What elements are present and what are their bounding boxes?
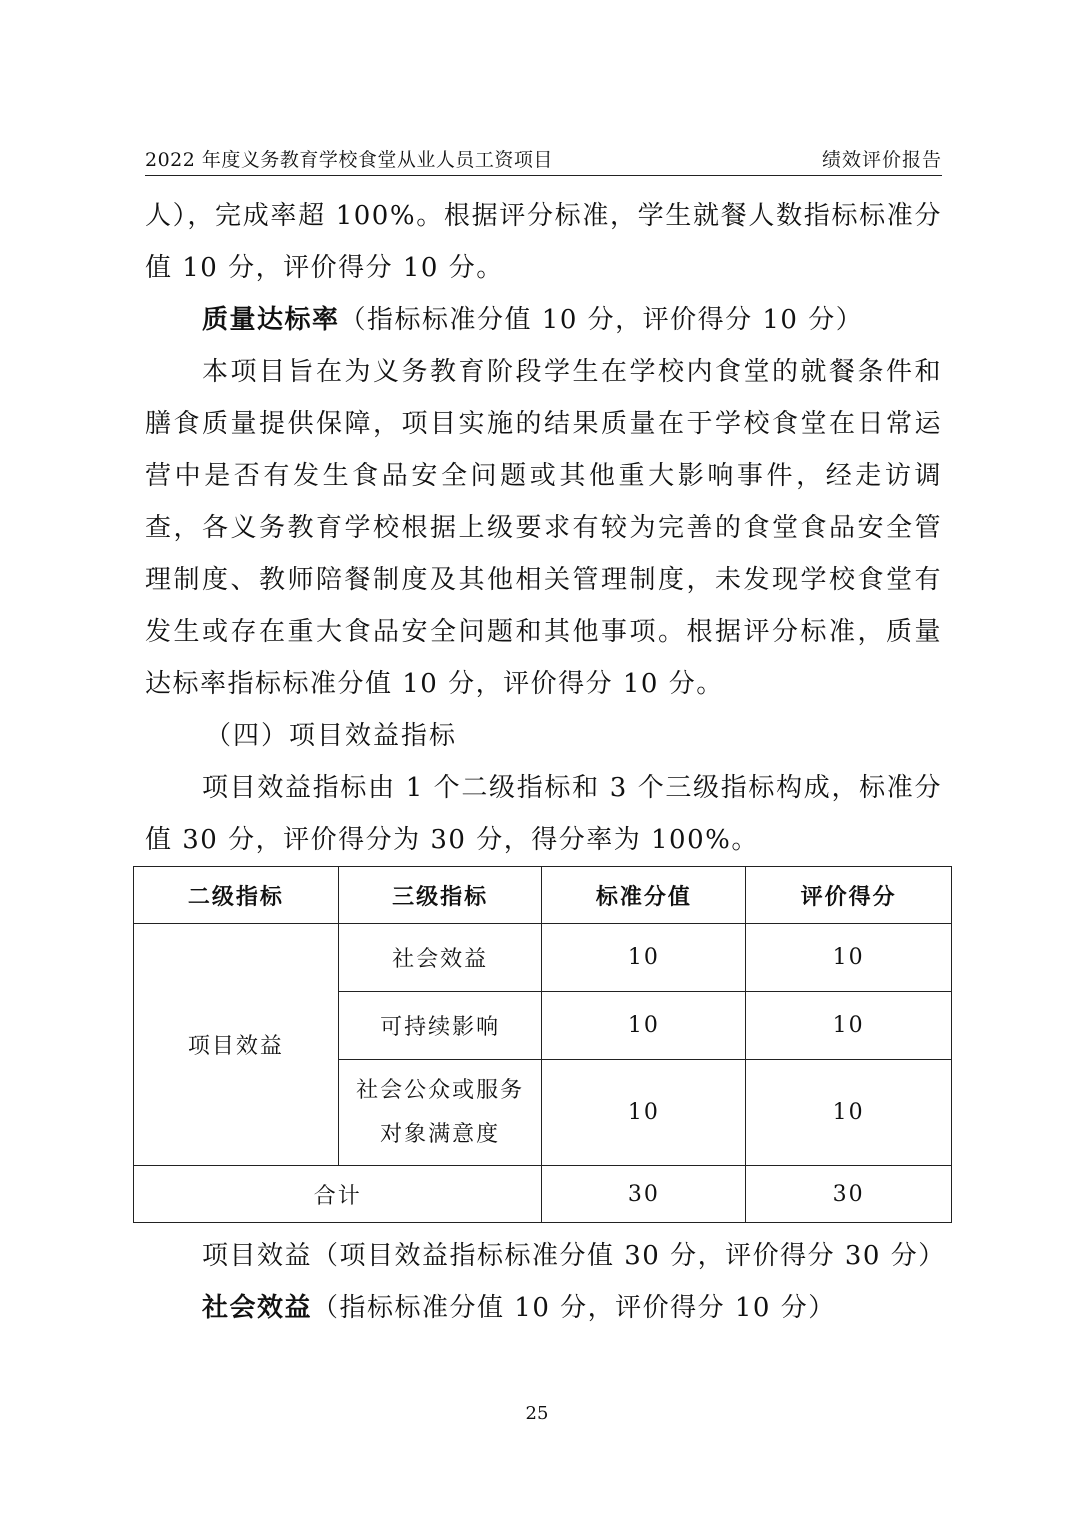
indicator-line1: 社会公众或服务 xyxy=(356,1077,525,1103)
paragraph-continuation: 人），完成率超 100%。根据评分标准，学生就餐人数指标标准分值 10 分，评价得分 10 分。 xyxy=(145,201,942,283)
social-benefit-score: （指标标准分值 10 分，评价得分 10 分） xyxy=(312,1293,836,1323)
total-standard-cell: 30 xyxy=(542,1166,746,1223)
score-cell: 10 xyxy=(746,992,952,1060)
social-benefit-title: 社会效益 xyxy=(202,1293,313,1323)
total-label-cell: 合计 xyxy=(134,1166,542,1223)
group-cell: 项目效益 xyxy=(134,924,339,1166)
score-cell: 10 xyxy=(746,924,952,992)
standard-cell: 10 xyxy=(542,992,746,1060)
body-text-top xyxy=(145,190,942,866)
col-header-standard: 标准分值 xyxy=(542,867,746,924)
col-header-score: 评价得分 xyxy=(746,867,952,924)
table-header-row xyxy=(134,867,952,924)
benefit-score-table xyxy=(133,866,952,1223)
header-report-title: 绩效评价报告 xyxy=(821,149,942,171)
header-project-title: 2022 年度义务教育学校食堂从业人员工资项目 xyxy=(145,149,553,171)
indicator-cell: 社会效益 xyxy=(338,924,542,992)
indicator-cell: 可持续影响 xyxy=(338,992,542,1060)
table-total-row xyxy=(134,1166,952,1223)
paragraph-benefit-score: 项目效益（项目效益指标标准分值 30 分，评价得分 30 分） xyxy=(202,1241,946,1271)
indicator-line2: 对象满意度 xyxy=(380,1121,501,1147)
running-header xyxy=(145,147,942,176)
col-header-level3: 三级指标 xyxy=(338,867,542,924)
paragraph-benefit-summary: 项目效益指标由 1 个二级指标和 3 个三级指标构成，标准分值 30 分，评价得分为 30 分，得分率为 100%。 xyxy=(145,773,942,855)
indicator-cell xyxy=(338,1060,542,1166)
body-text-bottom xyxy=(145,1230,946,1334)
score-cell: 10 xyxy=(746,1060,952,1166)
standard-cell: 10 xyxy=(542,1060,746,1166)
page-number: 25 xyxy=(525,1403,549,1424)
standard-cell: 10 xyxy=(542,924,746,992)
quality-rate-title: 质量达标率 xyxy=(202,305,340,335)
quality-rate-score: （指标标准分值 10 分，评价得分 10 分） xyxy=(339,305,864,335)
paragraph-quality-detail: 本项目旨在为义务教育阶段学生在学校内食堂的就餐条件和膳食质量提供保障，项目实施的结果质量在于学校食堂在日常运营中是否有发生食品安全问题或其他重大影响事件，经走访调查，各义务教育学校根据上级要求有较为完善的食堂食品安全管理制度、教师陪餐制度及其他相关管理制度，未发现学校食堂有发生或存在重大食品安全问题和其他事项。根据评分标准，质量达标率指标标准分值 10 分，评价得分 10 分。 xyxy=(145,357,942,699)
col-header-level2: 二级指标 xyxy=(134,867,339,924)
section-heading-benefit: （四）项目效益指标 xyxy=(205,721,458,751)
table-row xyxy=(134,924,952,992)
total-score-cell: 30 xyxy=(746,1166,952,1223)
paragraph-social-benefit xyxy=(145,1282,942,1334)
paragraph-quality-heading xyxy=(145,294,942,346)
